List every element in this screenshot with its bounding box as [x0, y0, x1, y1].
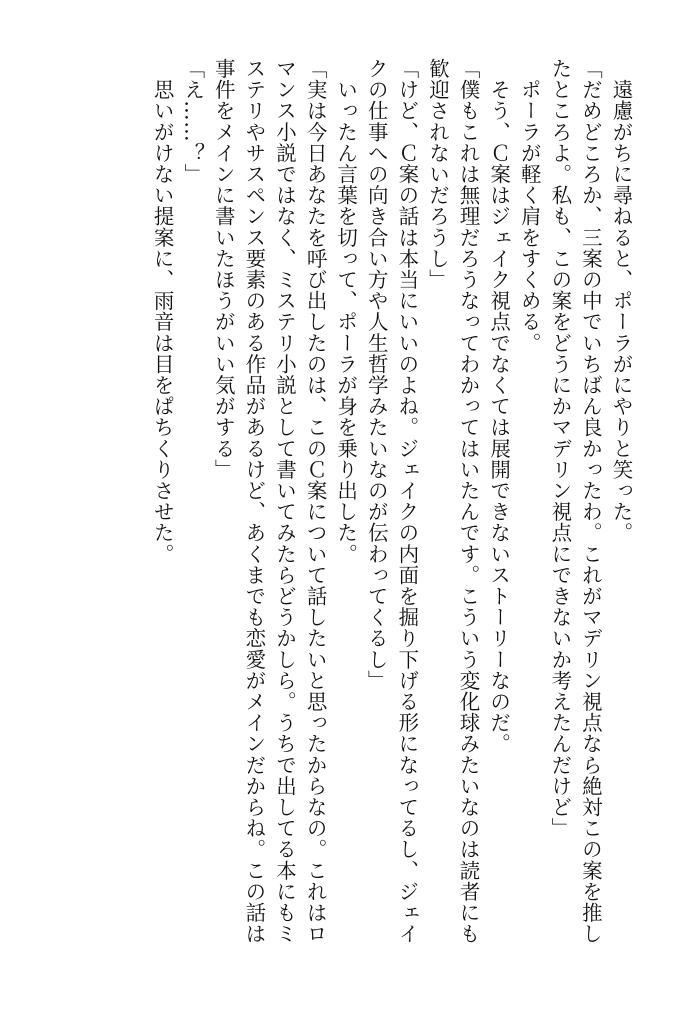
text-line: たところよ。私も、この案をどうにかマデリン視点にできないか考えたんだけど」: [547, 58, 572, 839]
text-line: 思いがけない提案に、雨音は目をぱちくりさせた。: [150, 58, 175, 565]
text-line: 遠慮がちに尋ねると、ポーラがにやりと笑った。: [609, 58, 633, 544]
text-line: いったん言葉を切って、ポーラが身を乗り出した。: [333, 58, 358, 565]
text-line: クの仕事への向き合い方や人生哲学みたいなのが伝わってくるし」: [364, 58, 389, 691]
text-line: 「え……？」: [180, 58, 205, 185]
text-line: そう、Ｃ案はジェイク視点でなくては展開できないストーリーなのだ。: [486, 58, 511, 755]
text-line: 「だめどころか、三案の中でいちばん良かったわ。これがマデリン視点なら絶対この案を推し: [578, 58, 603, 945]
vertical-text-body: [56, 58, 636, 978]
text-line: 歓迎されないだろうし」: [425, 58, 450, 291]
text-line: ステリやサスペンス要素のある作品があるけど、あくまでも恋愛がメインだからね。この話は: [241, 58, 266, 945]
text-line: ポーラが軽く肩をすくめる。: [517, 58, 542, 354]
text-line: 事件をメインに書いたほうがいい気がする」: [211, 58, 236, 480]
text-line: マンス小説ではなく、ミステリ小説として書いてみたらどうかしら。うちで出してる本にもミ: [272, 58, 297, 945]
text-line: 「実は今日あなたを呼び出したのは、このＣ案について話したいと思ったからなの。これはロ: [303, 58, 328, 945]
text-line: 「僕もこれは無理だろうなってわかってはいたんです。こういう変化球みたいなのは読者にも: [456, 58, 481, 945]
text-line: 「けど、Ｃ案の話は本当にいいのよね。ジェイクの内面を掘り下げる形になってるし、ジェイ: [394, 58, 419, 945]
